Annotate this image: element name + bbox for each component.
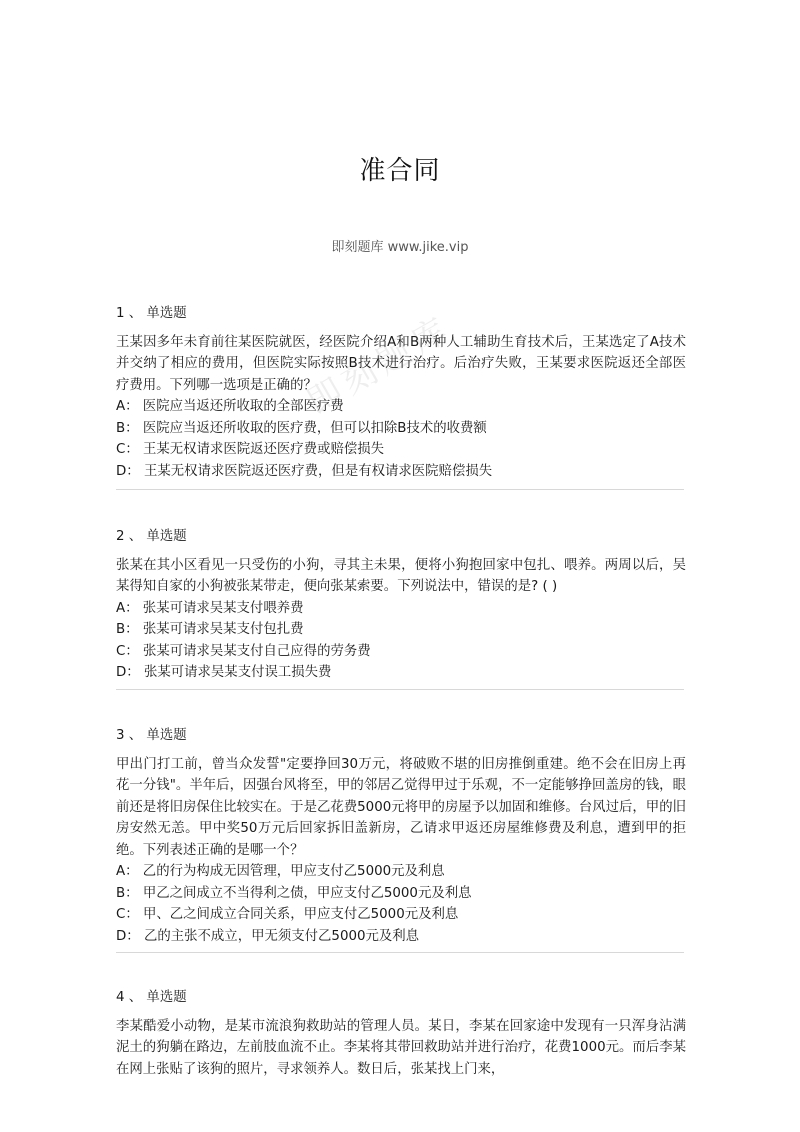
option-d[interactable]: D： 乙的主张不成立，甲无须支付乙5000元及利息 xyxy=(116,928,420,944)
divider xyxy=(116,489,684,490)
option-d[interactable]: D： 王某无权请求医院返还医疗费，但是有权请求医院赔偿损失 xyxy=(116,463,493,479)
option-a[interactable]: A： 医院应当返还所收取的全部医疗费 xyxy=(116,399,344,414)
question-text: 王某因多年未育前往某医院就医，经医院介绍A和B两种人工辅助生育技术后，王某选定了A技术并交纳了相应的费用，但医院实际按照B技术进行治疗。后治疗失败，王某要求医院返还全部医疗费用。下列哪一选项是正确的？ xyxy=(116,334,686,393)
watermark: 即刻题库 xyxy=(300,308,460,423)
question-1 xyxy=(116,303,686,482)
divider xyxy=(116,952,684,953)
question-text: 甲出门打工前，曾当众发誓"定要挣回30万元，将破败不堪的旧房推倒重建。绝不会在旧房上再花一分钱"。半年后，因强台风将至，甲的邻居乙觉得甲过于乐观，不一定能够挣回盖房的钱，眼前还是将旧房保住比较实在。于是乙花费5000元将甲的房屋予以加固和维修。台风过后，甲的旧房安然无恙。甲中奖50万元后回家拆旧盖新房，乙请求甲返还房屋维修费及利息，遭到甲的拒绝。下列表述正确的是哪一个？ xyxy=(116,756,686,858)
question-number: 4 、 单选题 xyxy=(116,990,187,1005)
question-4 xyxy=(116,987,686,1080)
option-b[interactable]: B： 张某可请求吴某支付包扎费 xyxy=(116,622,304,637)
document-title: 准合同 xyxy=(359,156,441,186)
question-text: 李某酷爱小动物，是某市流浪狗救助站的管理人员。某日，李某在回家途中发现有一只浑身沾满泥土的狗躺在路边，左前肢血流不止。李某将其带回救助站并进行治疗，花费1000元。而后李某在网上张贴了该狗的照片，寻求领养人。数日后，张某找上门来， xyxy=(116,1018,686,1077)
option-c[interactable]: C： 甲、乙之间成立合同关系，甲应支付乙5000元及利息 xyxy=(116,907,459,922)
option-c[interactable]: C： 王某无权请求医院返还医疗费或赔偿损失 xyxy=(116,442,385,457)
question-number: 3 、 单选题 xyxy=(116,728,187,743)
question-3 xyxy=(116,725,686,947)
option-a[interactable]: A： 张某可请求吴某支付喂养费 xyxy=(116,600,304,616)
option-b[interactable]: B： 医院应当返还所收取的医疗费，但可以扣除B技术的收费额 xyxy=(116,420,487,436)
divider xyxy=(116,689,684,690)
question-number: 2 、 单选题 xyxy=(116,529,187,544)
option-a[interactable]: A： 乙的行为构成无因管理，甲应支付乙5000元及利息 xyxy=(116,864,445,879)
option-d[interactable]: D： 张某可请求吴某支付误工损失费 xyxy=(116,665,332,680)
document-source: 即刻题库 www.jike.vip xyxy=(331,240,469,255)
question-text: 张某在其小区看见一只受伤的小狗，寻其主未果，便将小狗抱回家中包扎、喂养。两周以后，吴某得知自家的小狗被张某带走，便向张某索要。下列说法中，错误的是? ( ) xyxy=(116,557,686,594)
option-b[interactable]: B： 甲乙之间成立不当得利之债，甲应支付乙5000元及利息 xyxy=(116,885,472,901)
question-number: 1 、 单选题 xyxy=(116,306,187,321)
option-c[interactable]: C： 张某可请求吴某支付自己应得的劳务费 xyxy=(116,643,371,659)
question-2 xyxy=(116,526,686,684)
